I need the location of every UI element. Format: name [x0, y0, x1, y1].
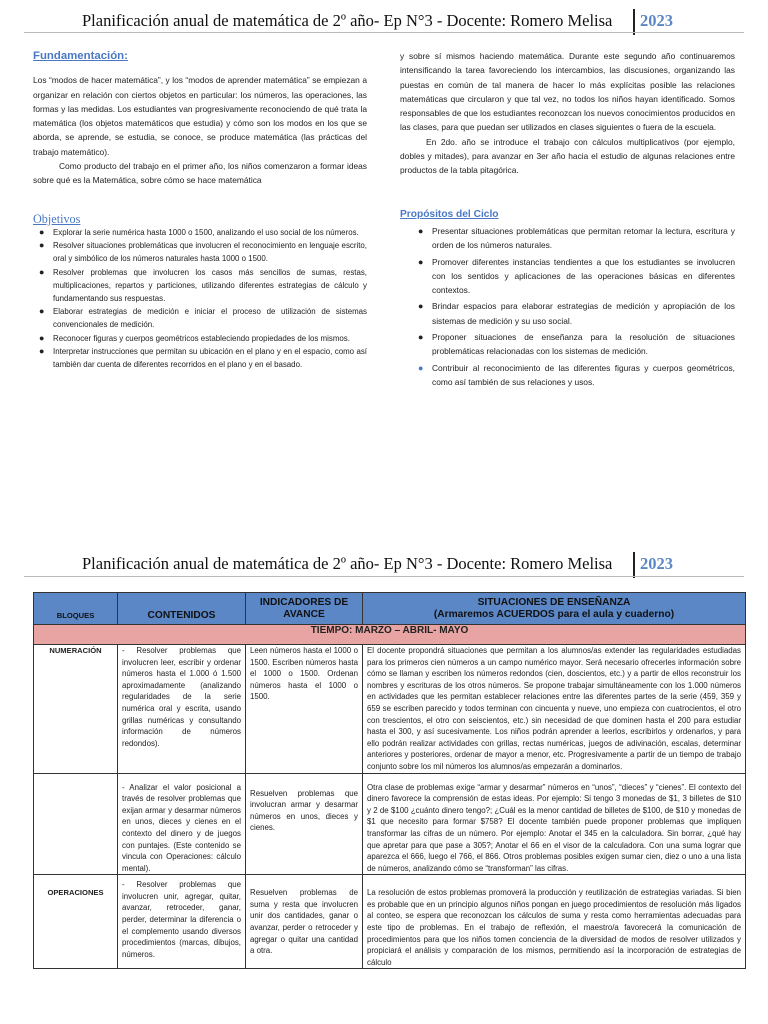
fundamentacion-title: Fundamentación: [33, 50, 128, 62]
bullet-icon: ● [418, 362, 424, 373]
header-year: 2023 [640, 11, 673, 30]
cell-bloque: NUMERACIÓN [34, 645, 118, 774]
table-row [34, 645, 746, 774]
bullet-icon: ● [418, 256, 424, 267]
header-bloques: BLOQUES [34, 593, 118, 625]
bullet-icon: ● [418, 301, 424, 312]
list-item: ● Explorar la serie numérica hasta 1000 o 1500, analizando el uso social de los números. [33, 226, 367, 239]
header-situaciones [363, 593, 746, 625]
header-rule-2 [24, 576, 744, 577]
bullet-icon: ● [39, 266, 45, 277]
bullet-icon: ● [39, 345, 45, 356]
bullet-icon: ● [39, 332, 45, 343]
page-header-2 [0, 549, 768, 579]
cell-bloque [34, 773, 118, 875]
time-row [34, 625, 746, 645]
objetivos-list [33, 226, 367, 371]
bullet-icon: ● [39, 240, 45, 251]
list-item: ● Brindar espacios para elaborar estrategias de medición y apropiación de los sistemas de medición y su uso social. [418, 301, 735, 326]
bullet-icon: ● [418, 225, 424, 236]
fundamentacion-paragraph-1: Los “modos de hacer matemática”, y los “modos de aprender matemática” se empiezan a organizar en relación con ciertos objetos en particular: los números, las operaciones, las formas y las medidas. Los estudiantes van progresivamente reconociendo de qué trata la matemática (los objetos matemáticos que estudia) y cómo son los modos en los que se aborda, se aprende, se estudia, se conoce, se produce matemática (las prácticas del trabajo matemático). [33, 75, 367, 157]
list-item: ● Promover diferentes instancias tendientes a que los estudiantes se involucren con los sentidos y aplicaciones de las operaciones básicas en diferentes contextos. [418, 256, 735, 296]
propositos-title: Propósitos del Ciclo [400, 208, 499, 220]
header-situaciones-title: SITUACIONES DE ENSEÑANZA [477, 596, 631, 608]
list-item: ● Resolver situaciones problemáticas que involucren el reconocimiento en lenguaje escrito, oral y simbólico de los números naturales hasta 1000 o 1500. [39, 240, 367, 264]
list-item: ● Contribuir al reconocimiento de las diferentes figuras y cuerpos geométricos, como así también de sus relaciones y usos. [418, 362, 735, 387]
list-item: ● Elaborar estrategias de medición e iniciar el proceso de utilización de sistemas convencionales de medición. [39, 306, 367, 330]
cell-situacion: El docente propondrá situaciones que permitan a los alumnos/as extender las regularidades estudiadas para los primeros cien números a un campo numérico mayor. Será necesario ofrecerles información sobre cómo se llaman y escriben los números redondos (cien, doscientos, etc.) y a partir de ellos reconstruir los nombres y escrituras de los otros números. Se propone trabajar simultáneamente con los 1.000 números en actividades que les permitan establecer relaciones entre las diferentes partes de la serie (459, 359 y 659 se escriben parecido y todos terminan con cincuenta y nueve, uno empieza con cuatrocientos, el otro con trescientos, el otro con seiscientos, etc.) sin necesidad de que dominen hasta el 200 para estudiar hasta el 300, y así sucesivamente. Los niños podrán aprender a leerlos, escribirlos y ordenarlos, y para ello podrán realizar actividades con grillas, rectas numéricas, juegos de adivinación, escalas, determinar anteriores y posteriores, ordenar de mayor a menor, etc. Progresivamente a partir de un tiempo de trabajo conjunto sobre los mil números los alumnos/as empezarán a dominarlos. [363, 645, 746, 774]
objetivos-title: Objetivos [33, 211, 81, 226]
table-header-row [34, 593, 746, 625]
cell-bloque: OPERACIONES [34, 875, 118, 969]
header-indicadores: INDICADORES DE AVANCE [246, 593, 363, 625]
table-row [34, 773, 746, 875]
cell-situacion: Otra clase de problemas exige “armar y desarmar” números en “unos”, “dieces” y “cienes”. El contexto del dinero favorece la comprensión de estas ideas. Por ejemplo: Si tengo 3 monedas de $1, 3 billetes de $10 y 2 de $100 ¿cuánto dinero tengo?; ¿Cuál es la menor cantidad de billetes de $100, de $10 y monedas de $1 que necesito para formar $758? El docente también puede proponer problemas que impliquen transformar las cifras de un número. Por ejemplo: Anotar el 345 en la calculadora. Sin borrar, ¿qué hay que apretar para que pase a 305?; Anotar el 66 en el visor de la calculadora. Con una suma lograr que aparezca el 666, luego el 766, el 866. Otros problemas posibles exigen sumar cien, diez o uno a una lista de números, analizando cómo se “transforman” las cifras. [363, 773, 746, 875]
fundamentacion-paragraph-3: y sobre sí mismos haciendo matemática. Durante este segundo año continuaremos intensificando la tarea favoreciendo los intercambios, las discusiones, organizando las puestas en común de tal manera de hacer lo más explícitas posible las relaciones matemáticas que circularon y que tal vez, no todos los niños hayan identificado. Somos responsables de que los estudiantes reconozcan los nuevos conocimientos producidos en las clases, para que puedan ser utilizados en clases siguientes o fuera de la escuela. [400, 51, 735, 133]
cell-indicador: Resuelven problemas que involucran armar y desarmar números en unos, dieces y cienes. [246, 773, 363, 875]
cell-contenido: - Analizar el valor posicional a través de resolver problemas que exijan armar y desarmar números en unos, dieces y cienes en el contexto del dinero y de juegos con puntajes. (Este contenido se vincula con Operaciones: cálculo mental). [118, 773, 246, 875]
planning-table [33, 592, 746, 969]
bullet-icon: ● [39, 226, 45, 237]
header-situaciones-subtitle: (Armaremos ACUERDOS para el aula y cuaderno) [433, 608, 675, 620]
list-item: ● Interpretar instrucciones que permitan su ubicación en el plano y en el espacio, como así también dar cuenta de diferentes recorridos en el plano y en el basado. [39, 345, 367, 369]
list-item: ● Proponer situaciones de enseñanza para la resolución de situaciones problemáticas relacionadas con los sistemas de medición. [418, 332, 735, 357]
cell-contenido: - Resolver problemas que involucren unir, agregar, quitar, avanzar, retroceder, ganar, perder, determinar la diferencia o el complemento usando diversos procedimientos (marcas, dibujos, números. [118, 875, 246, 969]
header-contenidos: CONTENIDOS [118, 593, 246, 625]
table-row [34, 875, 746, 969]
bullet-icon: ● [418, 332, 424, 343]
cell-contenido: - Resolver problemas que involucren leer, escribir y ordenar números hasta el 1.000 ó 1.500 aproximadamente (analizando regularidades de la serie numérica oral y escrita, usando grillas numéricas y consultando información de números redondos). [118, 645, 246, 774]
list-item: ● Resolver problemas que involucren los casos más sencillos de sumas, restas, multiplicaciones, repartos y particiones, utilizando diferentes estrategias de cálculo y fundamentando sus respuestas. [39, 266, 367, 303]
header-year-2: 2023 [640, 554, 673, 573]
list-item: ● Presentar situaciones problemáticas que permitan retomar la lectura, escritura y orden de los números naturales. [418, 225, 735, 251]
right-column [400, 49, 735, 389]
header-rule [24, 32, 744, 33]
header-divider-2 [633, 552, 635, 578]
left-column [33, 49, 367, 371]
page-title: Planificación anual de matemática de 2º año- Ep N°3 - Docente: Romero Melisa [82, 11, 613, 30]
bullet-icon: ● [39, 306, 45, 317]
time-label: TIEMPO: MARZO – ABRIL- MAYO [34, 625, 746, 645]
cell-indicador: Resuelven problemas de suma y resta que involucren unir dos cantidades, ganar o avanzar, perder o retroceder y agregar o quitar una cantidad a otra. [246, 875, 363, 969]
fundamentacion-paragraph-2: Como producto del trabajo en el primer año, los niños comenzaron a formar ideas sobre qué es la Matemática, sobre cómo se hace matemática [33, 161, 367, 186]
fundamentacion-paragraph-4: En 2do. año se introduce el trabajo con cálculos multiplicativos (por ejemplo, dobles y mitades), para avanzar en 3er año hacia el estudio de algunas relaciones entre productos de la tabla pitagórica. [400, 136, 735, 176]
list-item: ● Reconocer figuras y cuerpos geométricos estableciendo propiedades de los mismos. [33, 332, 367, 345]
cell-situacion: La resolución de estos problemas promoverá la producción y reutilización de estrategias variadas. Si bien es probable que en un principio algunos niños pongan en juego procedimientos de resolución más ligados al conteo, se espera que reconozcan los cálculos de suma y resta como herramientas adecuadas para este tipo de problemas. En el trabajo de reflexión, el maestro/a favorecerá la comunicación de procedimientos para que los niños tomen conciencia de la diversidad de modos de resolver utilizados y propiciará el análisis y comparación de los mismos, permitiendo así la incorporación de estrategias de cálculo [363, 875, 746, 969]
cell-indicador: Leen números hasta el 1000 o 1500. Escriben números hasta el 1000 o 1500. Ordenan números hasta el 1000 o 1500. [246, 645, 363, 774]
propositos-list [400, 224, 735, 389]
page-title-2: Planificación anual de matemática de 2º año- Ep N°3 - Docente: Romero Melisa [82, 554, 613, 573]
